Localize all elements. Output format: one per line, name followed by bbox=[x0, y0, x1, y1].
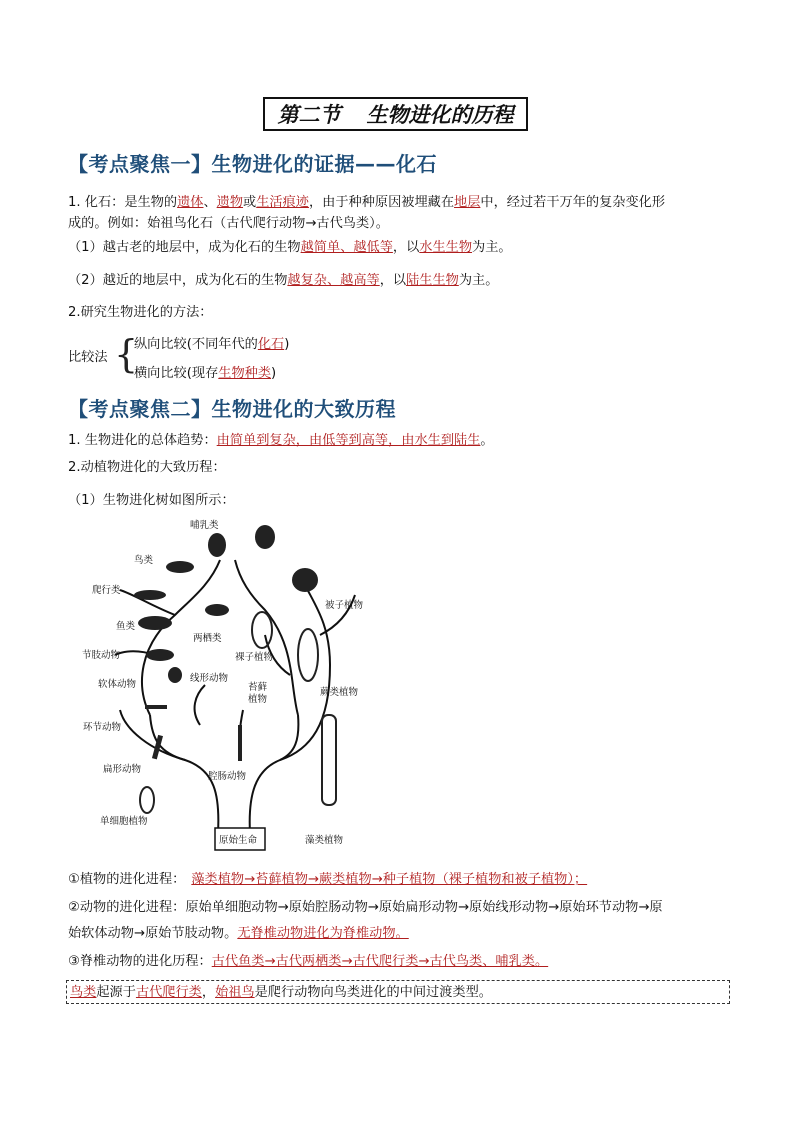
bird-icon bbox=[166, 561, 194, 573]
frog-icon bbox=[205, 604, 229, 616]
label-moss-line2: 植物 bbox=[248, 694, 268, 705]
text: ，由于种种原因被埋藏在 bbox=[308, 195, 455, 210]
text: 1. 生物进化的总体趋势： bbox=[68, 433, 217, 448]
answer: 遗体 bbox=[177, 195, 204, 210]
answer: 陆生生物 bbox=[406, 273, 459, 288]
text: 为主。 bbox=[472, 240, 512, 255]
label-flatworm: 扁形动物 bbox=[103, 764, 142, 775]
vertebrate-progression bbox=[68, 952, 548, 972]
label-origin: 原始生命 bbox=[219, 835, 258, 846]
fern-icon bbox=[298, 629, 318, 681]
answer: 鸟类 bbox=[70, 985, 97, 1000]
answer: 水生生物 bbox=[419, 240, 473, 255]
old-strata-line bbox=[68, 238, 512, 258]
label-angiosperm: 被子植物 bbox=[325, 600, 364, 611]
section2-heading bbox=[68, 393, 396, 422]
text: ) bbox=[271, 366, 277, 381]
text: 为主。 bbox=[458, 273, 499, 288]
bird-origin-line bbox=[70, 983, 492, 1003]
answer: 越简单、越低等 bbox=[300, 240, 393, 255]
organism-icons bbox=[134, 525, 336, 813]
text: 纵向比较(不同年代的 bbox=[134, 337, 258, 352]
reptile-icon bbox=[134, 590, 166, 600]
section1-heading bbox=[68, 148, 437, 177]
tree-caption: （1）生物进化树如图所示： bbox=[68, 493, 235, 508]
answer: 藻类植物→苔藓植物→蕨类植物→种子植物（裸子植物和被子植物）； bbox=[191, 872, 588, 887]
answer: 生物种类 bbox=[218, 366, 272, 381]
answer: 地层 bbox=[454, 195, 481, 210]
text: 横向比较(现存 bbox=[134, 366, 219, 381]
recent-strata-line bbox=[68, 271, 498, 291]
snail-icon bbox=[168, 667, 182, 683]
vertical-compare bbox=[134, 335, 289, 355]
label-fish: 鱼类 bbox=[116, 621, 136, 632]
label-amphibian: 两栖类 bbox=[193, 633, 222, 644]
text: （2）越近的地层中，成为化石的生物 bbox=[68, 273, 288, 288]
fish-icon bbox=[138, 616, 172, 630]
hydra-icon bbox=[238, 725, 242, 761]
pine-icon bbox=[252, 612, 272, 648]
label-moss-line1: 苔藓 bbox=[248, 682, 268, 693]
cell-icon bbox=[140, 787, 154, 813]
history-heading: 2.动植物进化的大致历程： bbox=[68, 460, 226, 475]
answer: 遗物 bbox=[216, 195, 244, 210]
flower-icon bbox=[292, 568, 318, 592]
fossil-definition-line2: 成的。例如：始祖鸟化石（古代爬行动物→古代鸟类）。 bbox=[68, 216, 389, 231]
answer: 越复杂、越高等 bbox=[287, 273, 380, 288]
text: ) bbox=[284, 337, 290, 352]
label-reptile: 爬行类 bbox=[92, 585, 121, 596]
answer: 生活痕迹 bbox=[256, 195, 309, 210]
rabbit-icon bbox=[208, 533, 226, 557]
plant-progression bbox=[68, 870, 587, 890]
animal-progression-line1: ②动物的进化进程：原始单细胞动物→原始腔肠动物→原始扁形动物→原始线形动物→原始环节动物→原 bbox=[68, 900, 663, 915]
text: ③脊椎动物的进化历程： bbox=[68, 954, 212, 969]
label-mammal: 哺乳类 bbox=[190, 520, 219, 531]
method-heading: 2.研究生物进化的方法： bbox=[68, 305, 213, 320]
fossil-definition-line1 bbox=[68, 193, 665, 213]
answer: 古代鱼类→古代两栖类→古代爬行类→古代鸟类、哺乳类。 bbox=[211, 954, 549, 969]
answer: 始祖鸟 bbox=[215, 985, 255, 1000]
trend-line bbox=[68, 431, 494, 451]
text: 、 bbox=[203, 195, 217, 210]
label-fern: 蕨类植物 bbox=[320, 687, 359, 698]
evolution-tree-diagram bbox=[80, 515, 380, 855]
answer: 古代爬行类 bbox=[135, 985, 202, 1000]
label-coelenterate: 腔肠动物 bbox=[208, 771, 247, 782]
text: ， bbox=[201, 985, 216, 1000]
label-arthropod: 节肢动物 bbox=[82, 650, 121, 661]
ape-icon bbox=[255, 525, 275, 549]
label-annelid: 环节动物 bbox=[83, 722, 122, 733]
label-nematode: 线形动物 bbox=[190, 673, 229, 684]
text: 始软体动物→原始节肢动物。 bbox=[68, 926, 238, 941]
text: 中，经过若干万年的复杂变化形 bbox=[480, 195, 666, 210]
section2-bracket: 【考点聚焦二】 bbox=[68, 397, 212, 421]
text: 或 bbox=[243, 195, 257, 210]
text: 1. 化石：是生物的 bbox=[68, 195, 178, 210]
label-mollusk: 软体动物 bbox=[98, 679, 137, 690]
text: 。 bbox=[480, 433, 494, 448]
answer: 化石 bbox=[257, 337, 285, 352]
text: ，以 bbox=[392, 240, 420, 255]
text: 起源于 bbox=[96, 985, 136, 1000]
text: 是爬行动物向鸟类进化的中间过渡类型。 bbox=[254, 985, 492, 1000]
text: ①植物的进化进程： bbox=[68, 872, 186, 887]
brace-icon: { bbox=[114, 332, 139, 376]
text: ，以 bbox=[379, 273, 407, 288]
title-part2: 生物进化的历程 bbox=[366, 102, 514, 127]
kelp-icon bbox=[322, 715, 336, 805]
section1-text: 生物进化的证据——化石 bbox=[211, 152, 437, 176]
tree-branches bbox=[115, 560, 355, 833]
worm-icon bbox=[145, 705, 167, 709]
text: （1）越古老的地层中，成为化石的生物 bbox=[68, 240, 301, 255]
compare-label: 比较法 bbox=[68, 350, 108, 365]
label-gymnosperm: 裸子植物 bbox=[235, 652, 274, 663]
animal-progression-line2 bbox=[68, 924, 409, 944]
horizontal-compare bbox=[134, 364, 276, 384]
answer: 由简单到复杂，由低等到高等，由水生到陆生 bbox=[216, 433, 481, 448]
answer: 无脊椎动物进化为脊椎动物。 bbox=[237, 926, 409, 941]
section2-text: 生物进化的大致历程 bbox=[211, 397, 396, 421]
label-protozoa: 单细胞植物 bbox=[100, 816, 148, 827]
title-part1: 第二节 bbox=[277, 102, 341, 127]
page-title bbox=[263, 97, 528, 131]
label-algae: 藻类植物 bbox=[305, 835, 344, 846]
section1-bracket: 【考点聚焦一】 bbox=[68, 152, 212, 176]
arthropod-icon bbox=[146, 649, 174, 661]
label-bird: 鸟类 bbox=[134, 555, 154, 566]
